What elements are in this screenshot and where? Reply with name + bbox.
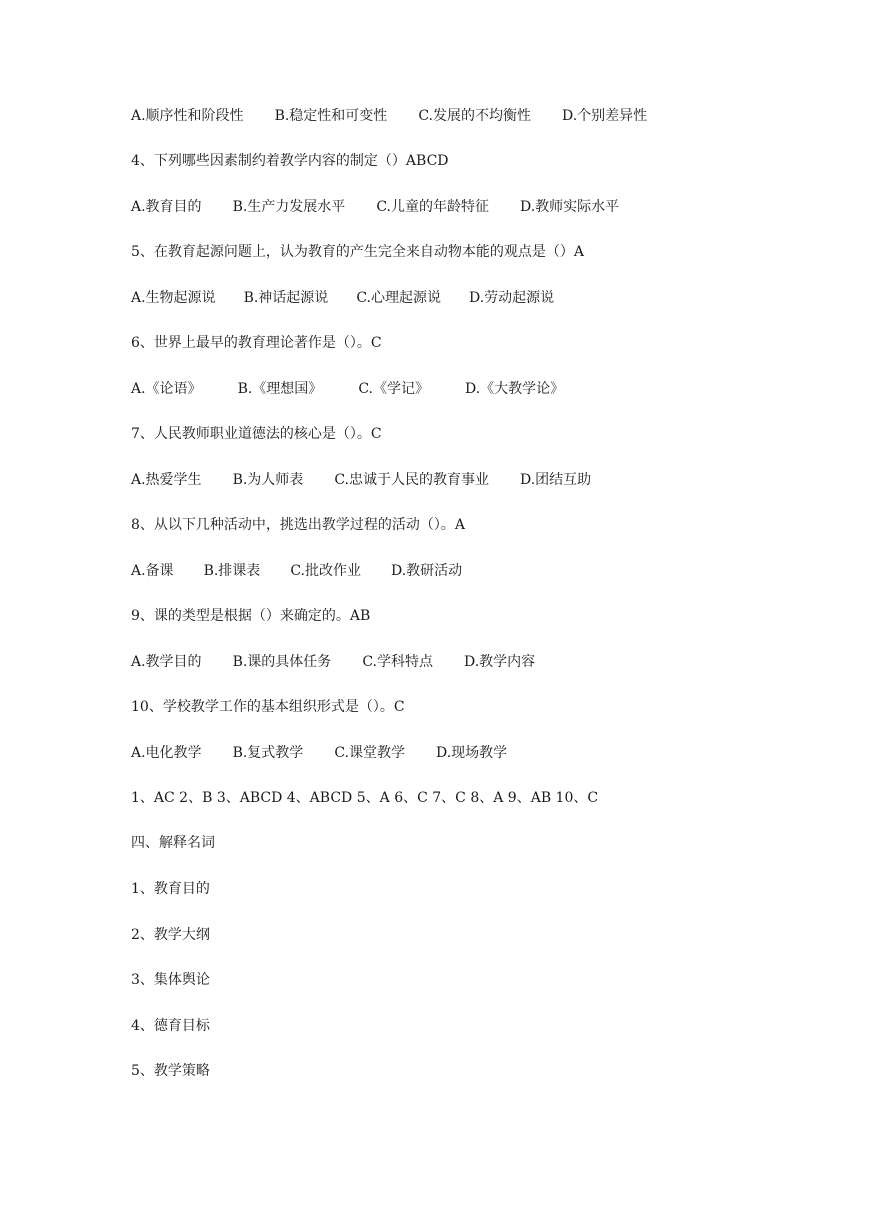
q9-question: 9、课的类型是根据（）来确定的。AB: [131, 608, 371, 624]
option-c: C.课堂教学: [334, 745, 405, 761]
answer-key: 1、AC 2、B 3、ABCD 4、ABCD 5、A 6、C 7、C 8、A 9、AB 10、C: [131, 790, 599, 806]
option-c: C.忠诚于人民的教育事业: [334, 472, 489, 488]
option-b: B.课的具体任务: [232, 654, 332, 670]
option-c: C.儿童的年龄特征: [376, 199, 489, 215]
q5-question: 5、在教育起源问题上，认为教育的产生完全来自动物本能的观点是（）A: [131, 244, 585, 260]
option-d: D.现场教学: [435, 745, 508, 761]
option-c: C.学科特点: [362, 654, 433, 670]
section-title: 四、解释名词: [131, 835, 215, 851]
option-d: D.教研活动: [390, 563, 463, 579]
q8-options: [131, 562, 462, 580]
q8-question: 8、从以下几种活动中，挑选出教学过程的活动（）。A: [131, 517, 466, 533]
q5-options: [131, 289, 554, 307]
term-item: 3、集体舆论: [131, 972, 210, 988]
option-d: D.个别差异性: [561, 108, 648, 124]
option-d: D.团结互助: [519, 472, 592, 488]
term-item: 5、教学策略: [131, 1063, 210, 1079]
option-a: A.教学目的: [131, 654, 202, 670]
option-b: B.为人师表: [232, 472, 304, 488]
q7-options: [131, 471, 591, 489]
option-b: B.神话起源说: [243, 290, 329, 306]
term-item: 2、教学大纲: [131, 927, 210, 943]
q4-question: 4、下列哪些因素制约着教学内容的制定（）ABCD: [131, 153, 449, 169]
option-b: B.稳定性和可变性: [274, 108, 388, 124]
option-d: D.劳动起源说: [468, 290, 555, 306]
q6-question: 6、世界上最早的教育理论著作是（）。C: [131, 335, 382, 351]
option-d: D.教学内容: [463, 654, 536, 670]
option-b: B.排课表: [203, 563, 261, 579]
q10-question: 10、学校教学工作的基本组织形式是（）。C: [131, 699, 405, 715]
option-a: A.备课: [131, 563, 174, 579]
option-a: A.《论语》: [131, 381, 202, 397]
option-c: C.发展的不均衡性: [418, 108, 531, 124]
option-c: C.心理起源说: [356, 290, 441, 306]
option-a: A.热爱学生: [131, 472, 202, 488]
option-d: D.教师实际水平: [519, 199, 620, 215]
option-a: A.顺序性和阶段性: [131, 108, 244, 124]
option-a: A.生物起源说: [131, 290, 216, 306]
term-item: 1、教育目的: [131, 881, 210, 897]
q4-options: [131, 198, 619, 216]
option-b: B.复式教学: [232, 745, 304, 761]
option-a: A.教育目的: [131, 199, 202, 215]
q7-question: 7、人民教师职业道德法的核心是（）。C: [131, 426, 382, 442]
q6-options: [131, 380, 564, 398]
term-item: 4、德育目标: [131, 1018, 210, 1034]
q9-options: [131, 653, 535, 671]
option-c: C.批改作业: [290, 563, 361, 579]
option-b: B.《理想国》: [237, 381, 323, 397]
option-a: A.电化教学: [131, 745, 202, 761]
option-d: D.《大教学论》: [464, 381, 565, 397]
option-b: B.生产力发展水平: [232, 199, 346, 215]
q10-options: [131, 744, 507, 762]
option-c: C.《学记》: [358, 381, 429, 397]
q3-options: [131, 107, 647, 125]
